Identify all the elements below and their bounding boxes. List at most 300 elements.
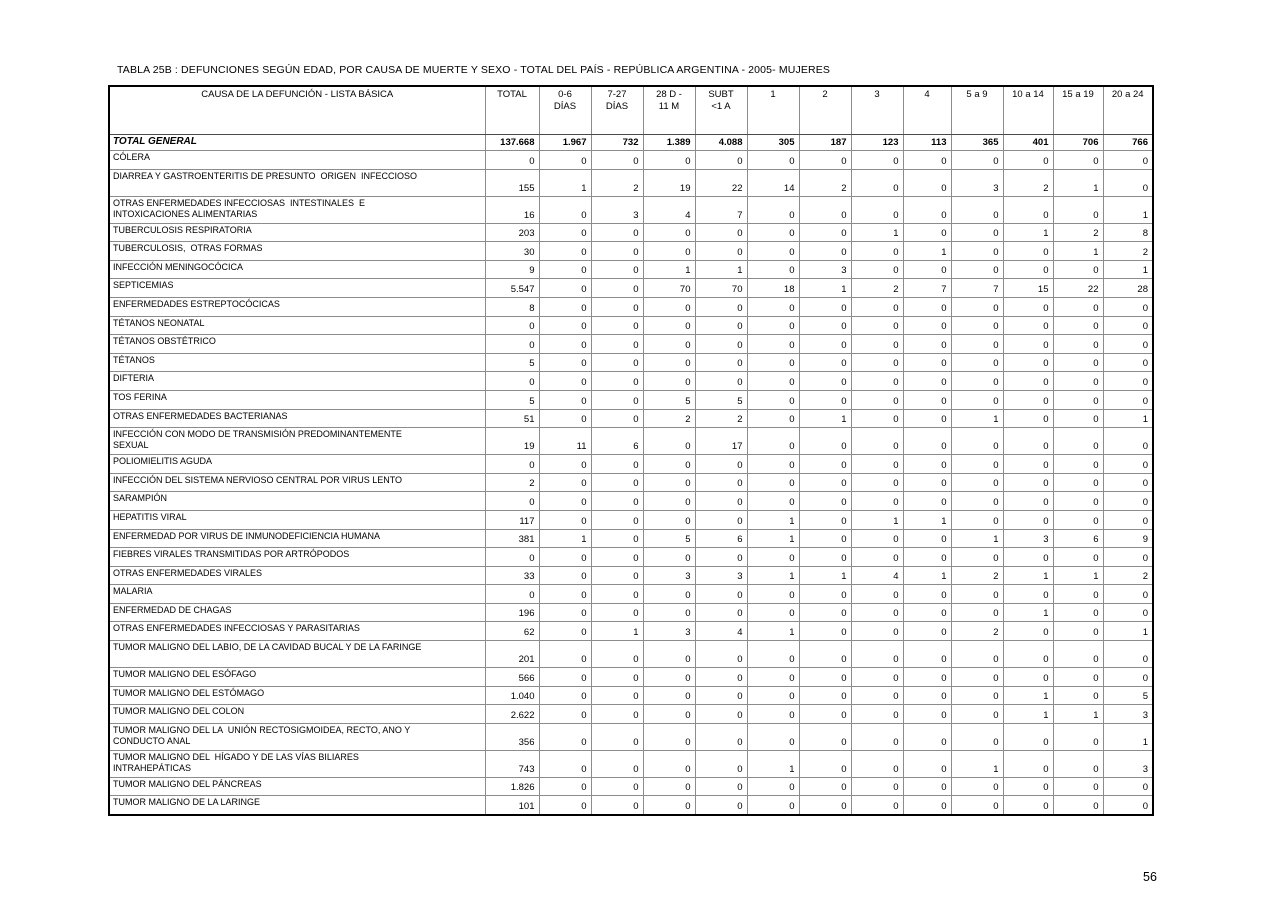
- row-label: TUMOR MALIGNO DEL LA UNIÓN RECTOSIGMOIDEA, RECTO, ANO Y CONDUCTO ANAL: [109, 723, 485, 750]
- row-label: OTRAS ENFERMEDADES BACTERIANAS: [109, 409, 485, 428]
- table-row: [109, 529, 1153, 548]
- cell-value: 0: [851, 242, 903, 261]
- cell-value: 0: [1053, 510, 1103, 529]
- cell-value: 356: [485, 723, 539, 750]
- cell-value: 22: [695, 169, 747, 196]
- cell-value: 28: [1103, 279, 1153, 298]
- cell-value: 0: [643, 705, 695, 724]
- cell-value: 0: [851, 428, 903, 455]
- cell-value: 0: [799, 455, 851, 474]
- cell-value: 0: [1053, 777, 1103, 796]
- cell-value: 0: [951, 585, 1003, 604]
- cell-value: 0: [591, 641, 643, 668]
- cell-value: 70: [695, 279, 747, 298]
- cell-value: 0: [799, 242, 851, 261]
- cell-value: 0: [903, 492, 951, 511]
- cell-value: 0: [747, 686, 799, 705]
- cell-value: 0: [539, 409, 591, 428]
- row-label: TUMOR MALIGNO DEL COLON: [109, 705, 485, 724]
- cell-value: 0: [695, 473, 747, 492]
- cell-value: 0: [747, 796, 799, 815]
- cell-value: 0: [485, 151, 539, 170]
- cell-value: 19: [485, 428, 539, 455]
- cell-value: 0: [485, 492, 539, 511]
- cell-value: 0: [951, 492, 1003, 511]
- cell-value: 0: [903, 409, 951, 428]
- cell-value: 0: [747, 223, 799, 242]
- cell-value: 0: [1053, 668, 1103, 687]
- cell-value: 0: [695, 223, 747, 242]
- table-row: [109, 279, 1153, 298]
- column-header: SUBT <1 A: [695, 86, 747, 135]
- cell-value: 0: [851, 686, 903, 705]
- cell-value: 0: [1003, 585, 1053, 604]
- cell-value: 0: [643, 242, 695, 261]
- cell-value: 381: [485, 529, 539, 548]
- cell-value: 0: [643, 492, 695, 511]
- cell-value: 0: [1053, 428, 1103, 455]
- cell-value: 1: [1003, 566, 1053, 585]
- cell-value: 732: [591, 135, 643, 151]
- row-label: INFECCIÓN MENINGOCÓCICA: [109, 260, 485, 279]
- cell-value: 0: [643, 510, 695, 529]
- cell-value: 0: [695, 242, 747, 261]
- cell-value: 1: [747, 529, 799, 548]
- cell-value: 0: [539, 335, 591, 354]
- cell-value: 0: [903, 723, 951, 750]
- cell-value: 0: [485, 335, 539, 354]
- cell-value: 0: [799, 585, 851, 604]
- cell-value: 0: [485, 455, 539, 474]
- cell-value: 0: [903, 260, 951, 279]
- cell-value: 0: [591, 297, 643, 316]
- cell-value: 113: [903, 135, 951, 151]
- cell-value: 0: [851, 723, 903, 750]
- row-label: TUMOR MALIGNO DEL PÁNCREAS: [109, 777, 485, 796]
- cell-value: 0: [643, 223, 695, 242]
- table-row: [109, 622, 1153, 641]
- table-row: [109, 316, 1153, 335]
- cell-value: 0: [695, 585, 747, 604]
- cell-value: 1: [1003, 686, 1053, 705]
- table-row: [109, 169, 1153, 196]
- cell-value: 0: [695, 641, 747, 668]
- row-label: SEPTICEMIAS: [109, 279, 485, 298]
- table-row: [109, 335, 1153, 354]
- cell-value: 0: [1003, 622, 1053, 641]
- cell-value: 101: [485, 796, 539, 815]
- cell-value: 0: [747, 723, 799, 750]
- cell-value: 0: [951, 353, 1003, 372]
- table-row: [109, 260, 1153, 279]
- cell-value: 0: [951, 390, 1003, 409]
- cell-value: 0: [643, 428, 695, 455]
- row-label: INFECCIÓN DEL SISTEMA NERVIOSO CENTRAL POR VIRUS LENTO: [109, 473, 485, 492]
- cell-value: 0: [799, 548, 851, 567]
- cell-value: 4.088: [695, 135, 747, 151]
- cell-value: 0: [799, 428, 851, 455]
- cell-value: 0: [1053, 297, 1103, 316]
- column-header-cause: CAUSA DE LA DEFUNCIÓN - LISTA BÁSICA: [109, 86, 485, 135]
- row-label: OTRAS ENFERMEDADES VIRALES: [109, 566, 485, 585]
- column-header: 10 a 14: [1003, 86, 1053, 135]
- cell-value: 4: [695, 622, 747, 641]
- cell-value: 0: [539, 196, 591, 223]
- cell-value: 0: [1053, 473, 1103, 492]
- cell-value: 2: [951, 566, 1003, 585]
- cell-value: 0: [1053, 641, 1103, 668]
- cell-value: 5: [695, 390, 747, 409]
- cell-value: 5: [1103, 686, 1153, 705]
- cell-value: 0: [591, 335, 643, 354]
- cell-value: 2: [695, 409, 747, 428]
- cell-value: 4: [643, 196, 695, 223]
- cell-value: 0: [903, 668, 951, 687]
- cell-value: 0: [903, 705, 951, 724]
- cell-value: 0: [539, 455, 591, 474]
- cell-value: 0: [851, 196, 903, 223]
- cell-value: 0: [539, 723, 591, 750]
- cell-value: 0: [747, 777, 799, 796]
- cell-value: 0: [951, 151, 1003, 170]
- cell-value: 0: [1053, 372, 1103, 391]
- cell-value: 0: [747, 242, 799, 261]
- table-row: [109, 409, 1153, 428]
- cell-value: 0: [591, 750, 643, 777]
- cell-value: 0: [851, 548, 903, 567]
- cell-value: 0: [903, 796, 951, 815]
- table-row: [109, 705, 1153, 724]
- cell-value: 0: [539, 641, 591, 668]
- cell-value: 0: [539, 279, 591, 298]
- cell-value: 2: [851, 279, 903, 298]
- cell-value: 0: [903, 603, 951, 622]
- cell-value: 0: [747, 335, 799, 354]
- cell-value: 1: [951, 750, 1003, 777]
- cell-value: 0: [851, 705, 903, 724]
- cell-value: 0: [539, 668, 591, 687]
- cell-value: 0: [1053, 723, 1103, 750]
- cell-value: 1: [1053, 169, 1103, 196]
- cell-value: 2: [1103, 566, 1153, 585]
- cell-value: 22: [1053, 279, 1103, 298]
- cell-value: 0: [1053, 390, 1103, 409]
- cell-value: 0: [539, 473, 591, 492]
- cell-value: 2: [591, 169, 643, 196]
- cell-value: 706: [1053, 135, 1103, 151]
- cell-value: 3: [799, 260, 851, 279]
- cell-value: 15: [1003, 279, 1053, 298]
- cell-value: 766: [1103, 135, 1153, 151]
- cell-value: 0: [591, 723, 643, 750]
- column-header: 5 a 9: [951, 86, 1003, 135]
- cell-value: 0: [799, 492, 851, 511]
- cell-value: 0: [643, 796, 695, 815]
- cell-value: 0: [851, 668, 903, 687]
- cell-value: 0: [539, 223, 591, 242]
- column-header: 2: [799, 86, 851, 135]
- cell-value: 0: [1053, 353, 1103, 372]
- row-label: TUMOR MALIGNO DEL ESTÓMAGO: [109, 686, 485, 705]
- cell-value: 0: [1003, 372, 1053, 391]
- cell-value: 3: [951, 169, 1003, 196]
- row-label: OTRAS ENFERMEDADES INFECCIOSAS Y PARASITARIAS: [109, 622, 485, 641]
- cell-value: 0: [799, 196, 851, 223]
- cell-value: 0: [1003, 777, 1053, 796]
- cell-value: 30: [485, 242, 539, 261]
- cell-value: 3: [591, 196, 643, 223]
- cell-value: 11: [539, 428, 591, 455]
- cell-value: 0: [951, 223, 1003, 242]
- column-header: 15 a 19: [1053, 86, 1103, 135]
- cell-value: 0: [747, 297, 799, 316]
- cell-value: 5: [643, 529, 695, 548]
- table-row: [109, 492, 1153, 511]
- cell-value: 1: [951, 409, 1003, 428]
- cell-value: 1: [1053, 566, 1103, 585]
- table-row: [109, 455, 1153, 474]
- cell-value: 8: [485, 297, 539, 316]
- cell-value: 0: [747, 316, 799, 335]
- cell-value: 0: [747, 409, 799, 428]
- cell-value: 0: [591, 566, 643, 585]
- cell-value: 0: [799, 529, 851, 548]
- cell-value: 0: [1053, 409, 1103, 428]
- cell-value: 305: [747, 135, 799, 151]
- cell-value: 0: [1103, 548, 1153, 567]
- cell-value: 0: [903, 750, 951, 777]
- cell-value: 0: [799, 316, 851, 335]
- cell-value: 0: [903, 529, 951, 548]
- row-label: MALARIA: [109, 585, 485, 604]
- cell-value: 51: [485, 409, 539, 428]
- cell-value: 0: [851, 473, 903, 492]
- cell-value: 0: [539, 316, 591, 335]
- cell-value: 0: [1003, 668, 1053, 687]
- cell-value: 4: [851, 566, 903, 585]
- cell-value: 0: [799, 372, 851, 391]
- cell-value: 0: [747, 585, 799, 604]
- cell-value: 0: [1103, 169, 1153, 196]
- row-label: FIEBRES VIRALES TRANSMITIDAS POR ARTRÓPODOS: [109, 548, 485, 567]
- cell-value: 0: [695, 705, 747, 724]
- cell-value: 0: [903, 473, 951, 492]
- cell-value: 7: [903, 279, 951, 298]
- cell-value: 1: [747, 566, 799, 585]
- cell-value: 1: [643, 260, 695, 279]
- cell-value: 0: [539, 603, 591, 622]
- cell-value: 0: [1103, 668, 1153, 687]
- table-row: [109, 641, 1153, 668]
- cell-value: 0: [539, 372, 591, 391]
- cell-value: 0: [903, 428, 951, 455]
- cell-value: 0: [951, 428, 1003, 455]
- cell-value: 1.826: [485, 777, 539, 796]
- cell-value: 0: [539, 686, 591, 705]
- cell-value: 0: [591, 223, 643, 242]
- cell-value: 0: [1003, 390, 1053, 409]
- cell-value: 0: [1103, 585, 1153, 604]
- cell-value: 0: [799, 686, 851, 705]
- cell-value: 0: [799, 297, 851, 316]
- cell-value: 0: [851, 260, 903, 279]
- cell-value: 0: [643, 641, 695, 668]
- row-label: TOTAL GENERAL: [109, 135, 485, 151]
- cell-value: 0: [951, 777, 1003, 796]
- cell-value: 0: [903, 316, 951, 335]
- cell-value: 0: [643, 151, 695, 170]
- cell-value: 0: [539, 492, 591, 511]
- cell-value: 0: [591, 548, 643, 567]
- cell-value: 0: [851, 585, 903, 604]
- cell-value: 0: [695, 686, 747, 705]
- cell-value: 0: [851, 390, 903, 409]
- table-row: [109, 196, 1153, 223]
- cell-value: 19: [643, 169, 695, 196]
- cell-value: 2: [951, 622, 1003, 641]
- cell-value: 0: [1003, 151, 1053, 170]
- cell-value: 0: [1103, 473, 1153, 492]
- cell-value: 0: [695, 750, 747, 777]
- cell-value: 137.668: [485, 135, 539, 151]
- cell-value: 0: [747, 492, 799, 511]
- cell-value: 0: [799, 705, 851, 724]
- cell-value: 0: [591, 686, 643, 705]
- table-row: [109, 242, 1153, 261]
- cell-value: 0: [1103, 492, 1153, 511]
- cell-value: 566: [485, 668, 539, 687]
- cell-value: 0: [485, 585, 539, 604]
- cell-value: 0: [643, 353, 695, 372]
- row-label: TUBERCULOSIS RESPIRATORIA: [109, 223, 485, 242]
- cell-value: 0: [903, 372, 951, 391]
- cell-value: 0: [951, 510, 1003, 529]
- row-label: INFECCIÓN CON MODO DE TRANSMISIÓN PREDOMINANTEMENTE SEXUAL: [109, 428, 485, 455]
- cell-value: 0: [851, 492, 903, 511]
- row-label: OTRAS ENFERMEDADES INFECCIOSAS INTESTINALES E INTOXICACIONES ALIMENTARIAS: [109, 196, 485, 223]
- cell-value: 0: [695, 668, 747, 687]
- cell-value: 0: [591, 260, 643, 279]
- cell-value: 0: [1053, 622, 1103, 641]
- cell-value: 70: [643, 279, 695, 298]
- cell-value: 0: [1053, 686, 1103, 705]
- cell-value: 0: [591, 316, 643, 335]
- cell-value: 0: [591, 242, 643, 261]
- cell-value: 0: [695, 548, 747, 567]
- cell-value: 0: [591, 585, 643, 604]
- cell-value: 1: [1103, 196, 1153, 223]
- cell-value: 0: [851, 151, 903, 170]
- cell-value: 0: [851, 316, 903, 335]
- row-label: TUMOR MALIGNO DE LA LARINGE: [109, 796, 485, 815]
- cell-value: 7: [951, 279, 1003, 298]
- table-row: [109, 723, 1153, 750]
- cell-value: 0: [903, 585, 951, 604]
- column-header: 1: [747, 86, 799, 135]
- table-title: TABLA 25B : DEFUNCIONES SEGÚN EDAD, POR CAUSA DE MUERTE Y SEXO - TOTAL DEL PAÍS - REPÚBLICA ARGENTINA - 2005- MUJERES: [117, 64, 831, 76]
- column-header: 28 D - 11 M: [643, 86, 695, 135]
- cell-value: 0: [485, 316, 539, 335]
- cell-value: 0: [1053, 492, 1103, 511]
- row-label: TOS FERINA: [109, 390, 485, 409]
- cell-value: 0: [951, 686, 1003, 705]
- table-header: [109, 86, 1153, 135]
- cell-value: 1: [851, 510, 903, 529]
- cell-value: 17: [695, 428, 747, 455]
- cell-value: 1: [1103, 260, 1153, 279]
- cell-value: 1.040: [485, 686, 539, 705]
- cell-value: 0: [1003, 242, 1053, 261]
- cell-value: 1: [951, 529, 1003, 548]
- cell-value: 0: [1053, 796, 1103, 815]
- cell-value: 2: [485, 473, 539, 492]
- cell-value: 743: [485, 750, 539, 777]
- column-header: 0-6 DÍAS: [539, 86, 591, 135]
- cell-value: 1: [1103, 409, 1153, 428]
- cell-value: 0: [951, 548, 1003, 567]
- cell-value: 0: [951, 260, 1003, 279]
- cell-value: 0: [851, 335, 903, 354]
- cell-value: 1: [1103, 723, 1153, 750]
- cell-value: 0: [1003, 353, 1053, 372]
- table-body: [109, 135, 1153, 815]
- cell-value: 1: [903, 566, 951, 585]
- table-row: [109, 390, 1153, 409]
- cell-value: 0: [1003, 796, 1053, 815]
- cell-value: 2: [799, 169, 851, 196]
- cell-value: 0: [1003, 455, 1053, 474]
- cell-value: 1: [747, 622, 799, 641]
- cell-value: 0: [539, 353, 591, 372]
- cell-value: 0: [747, 151, 799, 170]
- cell-value: 0: [851, 372, 903, 391]
- cell-value: 0: [591, 510, 643, 529]
- row-label: TÉTANOS: [109, 353, 485, 372]
- row-label: DIFTERIA: [109, 372, 485, 391]
- cell-value: 0: [591, 796, 643, 815]
- cell-value: 0: [1003, 335, 1053, 354]
- cell-value: 18: [747, 279, 799, 298]
- cell-value: 0: [851, 641, 903, 668]
- cell-value: 0: [1053, 603, 1103, 622]
- cell-value: 0: [539, 260, 591, 279]
- cell-value: 0: [951, 455, 1003, 474]
- cell-value: 0: [1003, 510, 1053, 529]
- cell-value: 196: [485, 603, 539, 622]
- cell-value: 1: [799, 409, 851, 428]
- cell-value: 0: [1003, 297, 1053, 316]
- cell-value: 0: [591, 279, 643, 298]
- cell-value: 0: [1103, 151, 1153, 170]
- cell-value: 3: [643, 566, 695, 585]
- cell-value: 0: [1003, 196, 1053, 223]
- cell-value: 0: [1053, 548, 1103, 567]
- cell-value: 0: [695, 297, 747, 316]
- cell-value: 0: [951, 473, 1003, 492]
- cell-value: 2: [1053, 223, 1103, 242]
- cell-value: 3: [1103, 750, 1153, 777]
- row-label: ENFERMEDAD POR VIRUS DE INMUNODEFICIENCIA HUMANA: [109, 529, 485, 548]
- row-label: SARAMPIÓN: [109, 492, 485, 511]
- cell-value: 0: [903, 622, 951, 641]
- cell-value: 0: [799, 796, 851, 815]
- cell-value: 0: [643, 723, 695, 750]
- row-label: POLIOMIELITIS AGUDA: [109, 455, 485, 474]
- cell-value: 0: [1103, 510, 1153, 529]
- table-row: [109, 372, 1153, 391]
- cell-value: 5.547: [485, 279, 539, 298]
- cell-value: 0: [539, 297, 591, 316]
